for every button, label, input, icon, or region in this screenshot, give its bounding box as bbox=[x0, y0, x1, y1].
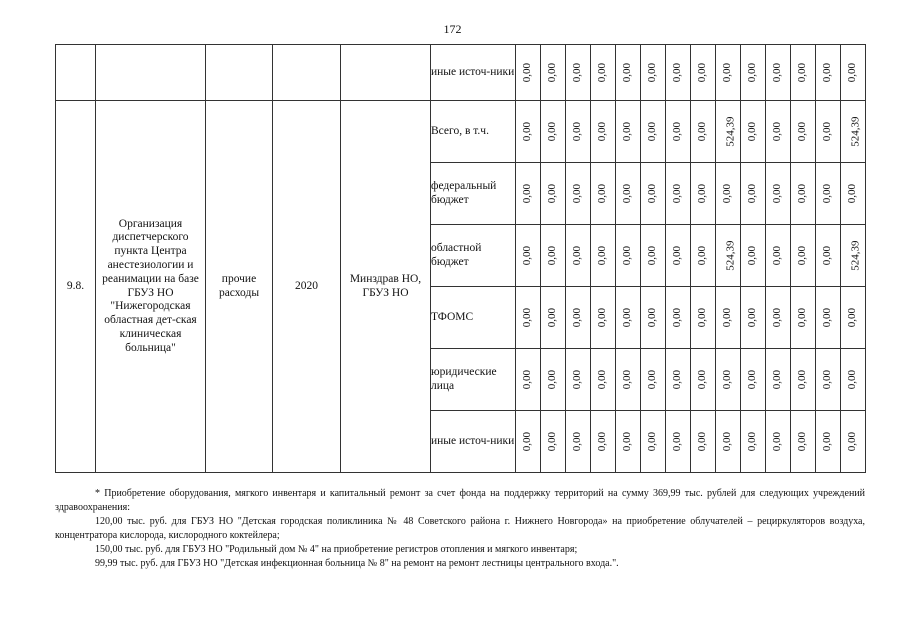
value-text: 0,00 bbox=[546, 121, 559, 141]
value-cell bbox=[766, 287, 791, 349]
value-text: 0,00 bbox=[671, 431, 684, 451]
value-cell bbox=[591, 411, 616, 473]
value-cell bbox=[791, 411, 816, 473]
value-cell bbox=[541, 287, 566, 349]
value-cell bbox=[616, 349, 641, 411]
value-cell bbox=[566, 163, 591, 225]
value-text: 0,00 bbox=[521, 369, 534, 389]
value-cell bbox=[616, 411, 641, 473]
value-text: 0,00 bbox=[821, 431, 834, 451]
value-text: 0,00 bbox=[521, 121, 534, 141]
value-text: 0,00 bbox=[796, 307, 809, 327]
value-text: 0,00 bbox=[546, 62, 559, 82]
value-text: 0,00 bbox=[796, 369, 809, 389]
value-text: 0,00 bbox=[771, 431, 784, 451]
value-cell bbox=[841, 101, 866, 163]
value-cell bbox=[691, 163, 716, 225]
value-text: 0,00 bbox=[696, 183, 709, 203]
value-text: 0,00 bbox=[621, 307, 634, 327]
value-text: 0,00 bbox=[746, 121, 759, 141]
value-text: 0,00 bbox=[596, 183, 609, 203]
value-text: 0,00 bbox=[771, 183, 784, 203]
value-text: 0,00 bbox=[721, 369, 734, 389]
value-text: 0,00 bbox=[571, 307, 584, 327]
value-text: 0,00 bbox=[521, 62, 534, 82]
value-text: 0,00 bbox=[671, 121, 684, 141]
value-cell bbox=[541, 411, 566, 473]
value-text: 0,00 bbox=[646, 121, 659, 141]
value-cell bbox=[816, 225, 841, 287]
value-cell bbox=[691, 45, 716, 101]
value-text: 0,00 bbox=[821, 62, 834, 82]
value-text: 0,00 bbox=[721, 307, 734, 327]
value-text: 0,00 bbox=[621, 245, 634, 265]
value-cell bbox=[591, 349, 616, 411]
value-text: 0,00 bbox=[821, 369, 834, 389]
value-text: 524,39 bbox=[849, 240, 862, 271]
value-text: 0,00 bbox=[671, 307, 684, 327]
value-cell bbox=[791, 45, 816, 101]
value-cell bbox=[641, 349, 666, 411]
value-cell bbox=[716, 45, 741, 101]
value-cell bbox=[691, 287, 716, 349]
value-text: 0,00 bbox=[571, 183, 584, 203]
value-cell bbox=[666, 45, 691, 101]
value-text: 0,00 bbox=[796, 245, 809, 265]
value-text: 0,00 bbox=[746, 245, 759, 265]
value-cell bbox=[816, 411, 841, 473]
empty-cell bbox=[56, 45, 96, 101]
source-cell: областной бюджет bbox=[431, 225, 516, 287]
value-text: 0,00 bbox=[846, 307, 859, 327]
value-text: 0,00 bbox=[671, 245, 684, 265]
value-cell bbox=[791, 287, 816, 349]
value-cell bbox=[691, 225, 716, 287]
value-text: 0,00 bbox=[846, 369, 859, 389]
value-text: 0,00 bbox=[621, 369, 634, 389]
footnote-item: 150,00 тыс. руб. для ГБУЗ НО "Родильный дом № 4" на приобретение регистров отопления и мягкого инвентаря; bbox=[95, 544, 578, 555]
value-cell bbox=[516, 101, 541, 163]
value-text: 524,39 bbox=[724, 116, 737, 147]
value-text: 0,00 bbox=[696, 245, 709, 265]
value-text: 0,00 bbox=[796, 121, 809, 141]
value-cell bbox=[591, 45, 616, 101]
value-text: 0,00 bbox=[646, 307, 659, 327]
value-text: 0,00 bbox=[846, 62, 859, 82]
value-cell bbox=[716, 349, 741, 411]
value-cell bbox=[666, 349, 691, 411]
value-cell bbox=[741, 287, 766, 349]
value-text: 0,00 bbox=[796, 183, 809, 203]
footnote-intro: * Приобретение оборудования, мягкого инвентаря и капитальный ремонт за счет фонда на поддержку территорий на сумму 369,99 тыс. рублей для следующих учреждений здравоохранения: bbox=[55, 488, 865, 513]
value-cell bbox=[691, 101, 716, 163]
value-cell bbox=[516, 287, 541, 349]
value-cell bbox=[791, 349, 816, 411]
table-row bbox=[56, 45, 866, 101]
expense-type: прочие расходы bbox=[206, 101, 273, 473]
value-cell bbox=[841, 45, 866, 101]
value-cell bbox=[816, 101, 841, 163]
value-text: 0,00 bbox=[771, 121, 784, 141]
value-cell bbox=[741, 45, 766, 101]
value-cell bbox=[841, 287, 866, 349]
value-cell bbox=[641, 45, 666, 101]
empty-cell bbox=[273, 45, 341, 101]
value-cell bbox=[816, 349, 841, 411]
footnote-item: 99,99 тыс. руб. для ГБУЗ НО "Детская инфекционная больница № 8" на ремонт на ремонт лестницы центрального входа.". bbox=[95, 558, 619, 569]
value-text: 0,00 bbox=[846, 431, 859, 451]
value-cell bbox=[616, 287, 641, 349]
value-text: 0,00 bbox=[771, 62, 784, 82]
value-text: 0,00 bbox=[546, 183, 559, 203]
value-text: 0,00 bbox=[621, 183, 634, 203]
value-cell bbox=[666, 101, 691, 163]
value-cell bbox=[616, 45, 641, 101]
value-cell bbox=[516, 349, 541, 411]
value-text: 0,00 bbox=[771, 369, 784, 389]
value-text: 0,00 bbox=[571, 62, 584, 82]
value-cell bbox=[741, 411, 766, 473]
value-cell bbox=[566, 45, 591, 101]
value-cell bbox=[741, 225, 766, 287]
value-text: 0,00 bbox=[696, 307, 709, 327]
value-cell bbox=[666, 225, 691, 287]
value-text: 0,00 bbox=[746, 369, 759, 389]
value-text: 0,00 bbox=[521, 431, 534, 451]
item-executor: Минздрав НО, ГБУЗ НО bbox=[341, 101, 431, 473]
value-cell bbox=[666, 287, 691, 349]
value-cell bbox=[591, 101, 616, 163]
item-year: 2020 bbox=[273, 101, 341, 473]
value-text: 0,00 bbox=[671, 62, 684, 82]
source-cell: ТФОМС bbox=[431, 287, 516, 349]
value-text: 0,00 bbox=[571, 121, 584, 141]
value-text: 524,39 bbox=[849, 116, 862, 147]
value-cell bbox=[841, 349, 866, 411]
value-cell bbox=[816, 163, 841, 225]
value-text: 0,00 bbox=[596, 431, 609, 451]
item-name: Организация диспетчерского пункта Центра анестезиологии и реанимации на базе ГБУЗ НО "Нижегородская областная дет-ская клиническая больница" bbox=[96, 101, 206, 473]
value-text: 0,00 bbox=[546, 307, 559, 327]
value-text: 0,00 bbox=[646, 369, 659, 389]
source-cell: иные источ-ники bbox=[431, 411, 516, 473]
value-text: 0,00 bbox=[621, 431, 634, 451]
value-cell bbox=[791, 225, 816, 287]
value-text: 0,00 bbox=[546, 245, 559, 265]
value-text: 0,00 bbox=[571, 245, 584, 265]
value-text: 0,00 bbox=[596, 369, 609, 389]
source-cell: юридические лица bbox=[431, 349, 516, 411]
value-text: 0,00 bbox=[796, 62, 809, 82]
value-cell bbox=[766, 163, 791, 225]
value-cell bbox=[566, 411, 591, 473]
value-text: 0,00 bbox=[746, 62, 759, 82]
value-text: 0,00 bbox=[596, 121, 609, 141]
value-text: 0,00 bbox=[646, 62, 659, 82]
value-text: 0,00 bbox=[621, 62, 634, 82]
value-text: 0,00 bbox=[696, 369, 709, 389]
value-cell bbox=[541, 101, 566, 163]
value-cell bbox=[516, 225, 541, 287]
empty-cell bbox=[96, 45, 206, 101]
value-cell bbox=[716, 287, 741, 349]
value-cell bbox=[666, 411, 691, 473]
value-cell bbox=[616, 163, 641, 225]
value-cell bbox=[716, 101, 741, 163]
value-text: 0,00 bbox=[746, 431, 759, 451]
value-cell bbox=[816, 287, 841, 349]
value-cell bbox=[791, 163, 816, 225]
value-cell bbox=[591, 163, 616, 225]
value-cell bbox=[766, 45, 791, 101]
value-cell bbox=[841, 163, 866, 225]
table-row bbox=[56, 101, 866, 163]
value-text: 0,00 bbox=[671, 183, 684, 203]
value-cell bbox=[816, 45, 841, 101]
value-cell bbox=[741, 163, 766, 225]
value-cell bbox=[641, 411, 666, 473]
item-number: 9.8. bbox=[56, 101, 96, 473]
value-cell bbox=[516, 45, 541, 101]
source-cell: иные источ-ники bbox=[431, 45, 516, 101]
value-text: 0,00 bbox=[821, 121, 834, 141]
value-cell bbox=[641, 101, 666, 163]
value-text: 0,00 bbox=[596, 62, 609, 82]
value-cell bbox=[691, 411, 716, 473]
value-text: 0,00 bbox=[521, 183, 534, 203]
value-text: 0,00 bbox=[596, 245, 609, 265]
value-text: 0,00 bbox=[821, 307, 834, 327]
source-cell: Всего, в т.ч. bbox=[431, 101, 516, 163]
value-cell bbox=[566, 101, 591, 163]
value-cell bbox=[641, 163, 666, 225]
value-cell bbox=[541, 225, 566, 287]
value-text: 0,00 bbox=[546, 431, 559, 451]
value-text: 0,00 bbox=[696, 62, 709, 82]
value-cell bbox=[716, 411, 741, 473]
value-cell bbox=[641, 287, 666, 349]
value-cell bbox=[666, 163, 691, 225]
budget-table bbox=[55, 44, 866, 473]
value-cell bbox=[716, 163, 741, 225]
value-cell bbox=[516, 163, 541, 225]
value-cell bbox=[766, 101, 791, 163]
value-cell bbox=[541, 349, 566, 411]
value-text: 0,00 bbox=[721, 183, 734, 203]
value-cell bbox=[566, 225, 591, 287]
value-cell bbox=[591, 287, 616, 349]
value-cell bbox=[691, 349, 716, 411]
value-text: 0,00 bbox=[721, 62, 734, 82]
value-text: 0,00 bbox=[546, 369, 559, 389]
value-text: 0,00 bbox=[796, 431, 809, 451]
value-text: 0,00 bbox=[521, 307, 534, 327]
value-text: 0,00 bbox=[696, 121, 709, 141]
value-cell bbox=[541, 45, 566, 101]
value-cell bbox=[741, 349, 766, 411]
footnote-item: 120,00 тыс. руб. для ГБУЗ НО "Детская городская поликлиника № 48 Советского района г. Нижнего Новгорода» на приобретение облучателей – рециркуляторов воздуха, концентратора кислорода, кислородного коктейлера; bbox=[55, 516, 865, 541]
value-text: 0,00 bbox=[746, 307, 759, 327]
value-text: 0,00 bbox=[771, 307, 784, 327]
value-text: 0,00 bbox=[646, 183, 659, 203]
value-text: 0,00 bbox=[571, 431, 584, 451]
value-cell bbox=[616, 225, 641, 287]
page-number: 172 bbox=[443, 22, 462, 36]
value-cell bbox=[766, 225, 791, 287]
value-cell bbox=[566, 287, 591, 349]
value-cell bbox=[766, 411, 791, 473]
footnote bbox=[55, 487, 865, 571]
value-text: 0,00 bbox=[771, 245, 784, 265]
value-cell bbox=[616, 101, 641, 163]
value-text: 0,00 bbox=[646, 245, 659, 265]
source-cell: федеральный бюджет bbox=[431, 163, 516, 225]
value-text: 0,00 bbox=[821, 245, 834, 265]
value-cell bbox=[841, 411, 866, 473]
value-text: 0,00 bbox=[821, 183, 834, 203]
value-cell bbox=[741, 101, 766, 163]
value-text: 524,39 bbox=[724, 240, 737, 271]
value-cell bbox=[591, 225, 616, 287]
value-text: 0,00 bbox=[846, 183, 859, 203]
value-cell bbox=[541, 163, 566, 225]
value-cell bbox=[841, 225, 866, 287]
value-cell bbox=[566, 349, 591, 411]
value-text: 0,00 bbox=[746, 183, 759, 203]
value-text: 0,00 bbox=[646, 431, 659, 451]
value-text: 0,00 bbox=[521, 245, 534, 265]
value-text: 0,00 bbox=[621, 121, 634, 141]
value-cell bbox=[516, 411, 541, 473]
value-text: 0,00 bbox=[696, 431, 709, 451]
value-text: 0,00 bbox=[571, 369, 584, 389]
empty-cell bbox=[341, 45, 431, 101]
empty-cell bbox=[206, 45, 273, 101]
value-cell bbox=[641, 225, 666, 287]
value-cell bbox=[791, 101, 816, 163]
value-text: 0,00 bbox=[671, 369, 684, 389]
value-text: 0,00 bbox=[596, 307, 609, 327]
value-text: 0,00 bbox=[721, 431, 734, 451]
value-cell bbox=[766, 349, 791, 411]
value-cell bbox=[716, 225, 741, 287]
